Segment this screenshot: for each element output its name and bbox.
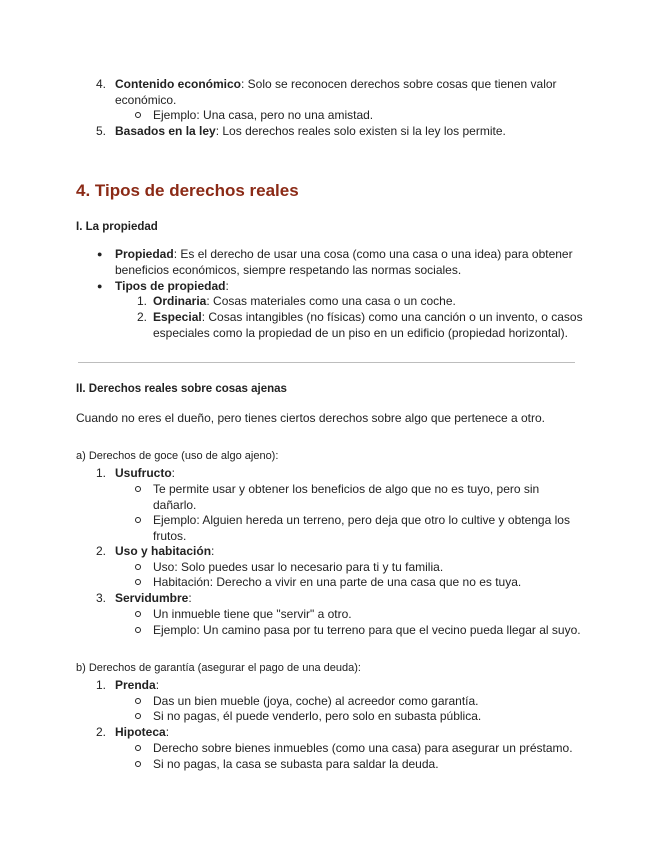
garantia-heading: b) Derechos de garantía (asegurar el pago de una deuda): — [76, 662, 361, 674]
bullet-item-propiedad — [115, 246, 573, 262]
circle-bullet-icon — [135, 564, 141, 570]
sub-bullet-line: Das un bien mueble (joya, coche) al acreedor como garantía. — [153, 694, 479, 708]
item-uso-y-habitacion — [115, 543, 214, 559]
circle-bullet-icon — [135, 486, 141, 492]
term-label: Especial — [153, 310, 202, 324]
sub-bullet-line: Habitación: Derecho a vivir en una parte de una casa que no es tuya. — [153, 575, 522, 589]
term-label: Ordinaria — [153, 294, 207, 308]
term-suffix: : — [165, 725, 170, 739]
list-item-contenido-economico — [115, 76, 557, 92]
sub-item-continuation: especiales como la propiedad de un piso en un edificio (propiedad horizontal). — [153, 326, 568, 340]
circle-bullet-icon — [135, 627, 141, 633]
list-item-continuation: económico. — [115, 93, 177, 107]
item-usufructo — [115, 465, 175, 481]
sub-item-especial — [153, 309, 583, 325]
subsection-heading-propiedad: I. La propiedad — [76, 221, 158, 233]
term-label: Basados en la ley — [115, 124, 216, 138]
bullet-icon: ● — [97, 281, 103, 291]
term-label: Servidumbre — [115, 591, 189, 605]
term-label: Uso y habitación — [115, 544, 212, 558]
bullet-icon: ● — [97, 249, 103, 259]
term-label: Propiedad — [115, 247, 174, 261]
list-number: 1. — [136, 294, 147, 308]
list-number: 2. — [136, 310, 147, 324]
circle-bullet-icon — [135, 745, 141, 751]
term-label: Prenda — [115, 678, 156, 692]
intro-paragraph: Cuando no eres el dueño, pero tienes ciertos derechos sobre algo que pertenece a otro. — [76, 411, 545, 425]
sub-bullet-line: Ejemplo: Un camino pasa por tu terreno para que el vecino pueda llegar al suyo. — [153, 623, 581, 637]
list-number: 3. — [95, 591, 106, 605]
list-number: 2. — [95, 544, 106, 558]
term-text: : Es el derecho de usar una cosa (como una casa o una idea) para obtener — [173, 247, 573, 261]
list-number-5: 5. — [95, 124, 106, 138]
sub-bullet-line: frutos. — [153, 529, 187, 543]
list-number-4: 4. — [95, 77, 106, 91]
term-suffix: : — [211, 544, 215, 558]
section-heading: 4. Tipos de derechos reales — [76, 181, 299, 200]
term-suffix: : — [171, 466, 176, 480]
sub-bullet-line: dañarlo. — [153, 498, 197, 512]
list-number: 1. — [95, 678, 106, 692]
subsection-heading-cosas-ajenas: II. Derechos reales sobre cosas ajenas — [76, 383, 287, 395]
term-suffix: : — [188, 591, 192, 605]
term-text: : Cosas intangibles (no físicas) como una canción o un invento, o casos — [201, 310, 583, 324]
circle-bullet-icon — [135, 761, 141, 767]
list-number: 1. — [95, 466, 106, 480]
goce-heading: a) Derechos de goce (uso de algo ajeno): — [76, 450, 279, 462]
sub-bullet-line: Uso: Solo puedes usar lo necesario para ti y tu familia. — [153, 560, 444, 574]
term-suffix: : — [155, 678, 160, 692]
term-label: Tipos de propiedad — [115, 279, 226, 293]
horizontal-divider — [78, 362, 575, 363]
bullet-item-tipos — [115, 278, 229, 294]
term-text: : Solo se reconocen derechos sobre cosas que tienen valor — [241, 77, 557, 91]
circle-bullet-icon — [135, 611, 141, 617]
sub-bullet-line: Te permite usar y obtener los beneficios de algo que no es tuyo, pero sin — [153, 482, 540, 496]
term-text: : — [225, 279, 229, 293]
bullet-item-continuation: beneficios económicos, siempre respetando las normas sociales. — [115, 263, 462, 277]
sub-bullet-line: Si no pagas, él puede venderlo, pero solo en subasta pública. — [153, 709, 482, 723]
sub-item-ordinaria — [153, 293, 456, 309]
term-text: : Cosas materiales como una casa o un coche. — [206, 294, 456, 308]
term-text: : Los derechos reales solo existen si la ley los permite. — [215, 124, 506, 138]
sub-bullet-line: Ejemplo: Alguien hereda un terreno, pero deja que otro lo cultive y obtenga los — [153, 513, 570, 527]
list-number: 2. — [95, 725, 106, 739]
sub-bullet-line: Un inmueble tiene que "servir" a otro. — [153, 607, 352, 621]
item-hipoteca — [115, 724, 169, 740]
circle-bullet-icon — [135, 579, 141, 585]
term-label: Contenido económico — [115, 77, 241, 91]
term-label: Usufructo — [115, 466, 172, 480]
list-item-basados-en-la-ley — [115, 123, 506, 139]
circle-bullet-icon — [135, 698, 141, 704]
term-label: Hipoteca — [115, 725, 166, 739]
example-line: Ejemplo: Una casa, pero no una amistad. — [153, 108, 374, 122]
item-servidumbre — [115, 590, 192, 606]
circle-bullet-icon — [135, 517, 141, 523]
sub-bullet-line: Derecho sobre bienes inmuebles (como una casa) para asegurar un préstamo. — [153, 741, 573, 755]
circle-bullet-icon — [135, 112, 141, 118]
circle-bullet-icon — [135, 713, 141, 719]
item-prenda — [115, 677, 159, 693]
sub-bullet-line: Si no pagas, la casa se subasta para saldar la deuda. — [153, 757, 439, 771]
